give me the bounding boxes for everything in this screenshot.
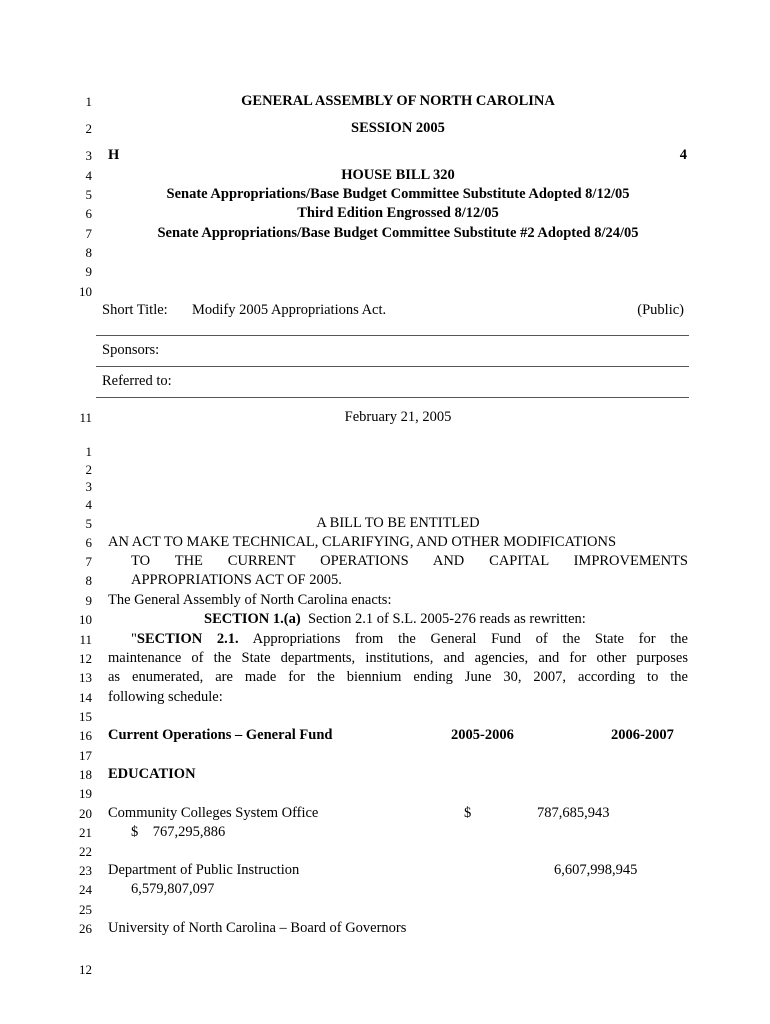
- row-value: $ 767,295,886: [131, 824, 226, 840]
- date: February 21, 2005: [344, 409, 452, 425]
- row-value: 787,685,943: [537, 805, 610, 821]
- line-number: 3: [85, 479, 92, 494]
- line-number: 4: [85, 168, 92, 183]
- column-header: 2005-2006: [451, 727, 514, 743]
- line-number: 13: [79, 670, 92, 685]
- line-number: 16: [79, 728, 92, 743]
- line-number: 11: [79, 410, 92, 425]
- section-2-1-text: Appropriations from the General Fund of the State for the: [252, 631, 688, 647]
- act-title-line: APPROPRIATIONS ACT OF 2005.: [131, 572, 342, 588]
- public-label: (Public): [637, 302, 684, 318]
- section-text-line: maintenance of the State departments, institutions, and agencies, and for other purposes: [108, 650, 688, 666]
- edition-number: 4: [679, 147, 687, 163]
- line-number: 23: [79, 863, 92, 878]
- line-number: 2: [85, 121, 92, 136]
- section-text-line: [131, 631, 688, 648]
- line-number: 18: [79, 767, 92, 782]
- line-number: 17: [79, 748, 92, 763]
- line-number: 8: [85, 573, 92, 588]
- line-number: 15: [79, 709, 92, 724]
- line-number: 21: [79, 825, 92, 840]
- line-number: 1: [85, 444, 92, 459]
- divider: [96, 366, 689, 367]
- line-number: 1: [85, 94, 92, 109]
- line-number: 19: [79, 786, 92, 801]
- section-text-line: as enumerated, are made for the biennium ending June 30, 2007, according to the: [108, 669, 688, 685]
- row-label: University of North Carolina – Board of Governors: [108, 920, 407, 936]
- short-title: Modify 2005 Appropriations Act.: [192, 302, 387, 318]
- row-label: Department of Public Instruction: [108, 862, 300, 878]
- section-2-1-label: SECTION 2.1.: [136, 631, 239, 647]
- act-title-line: AN ACT TO MAKE TECHNICAL, CLARIFYING, AND OTHER MODIFICATIONS: [108, 534, 617, 550]
- quote-mark: ": [131, 631, 137, 647]
- sponsors-label: Sponsors:: [102, 342, 160, 358]
- bill-number: HOUSE BILL 320: [341, 167, 455, 183]
- line-number: 9: [85, 593, 92, 608]
- line-number: 5: [85, 516, 92, 531]
- referred-label: Referred to:: [102, 373, 172, 389]
- row-label: Community Colleges System Office: [108, 805, 319, 821]
- assembly-title: GENERAL ASSEMBLY OF NORTH CAROLINA: [241, 93, 555, 109]
- line-number: 22: [79, 844, 92, 859]
- version-line: Senate Appropriations/Base Budget Committee Substitute Adopted 8/12/05: [166, 186, 630, 202]
- column-header: 2006-2007: [611, 727, 674, 743]
- line-number: 14: [79, 690, 92, 705]
- line-number: 2: [85, 462, 92, 477]
- line-number: 20: [79, 806, 92, 821]
- version-line: Senate Appropriations/Base Budget Committee Substitute #2 Adopted 8/24/05: [157, 225, 639, 241]
- line-number: 26: [79, 921, 92, 936]
- category-heading: EDUCATION: [108, 766, 196, 782]
- session-title: SESSION 2005: [351, 120, 445, 136]
- line-number: 24: [79, 882, 92, 897]
- enacting-clause: The General Assembly of North Carolina enacts:: [108, 592, 392, 608]
- row-value: 6,607,998,945: [554, 862, 638, 878]
- line-number: 6: [85, 535, 92, 550]
- line-number: 7: [85, 226, 92, 241]
- line-number: 11: [79, 632, 92, 647]
- line-number: 7: [85, 554, 92, 569]
- version-line: Third Edition Engrossed 8/12/05: [297, 205, 499, 221]
- page-number: 12: [79, 962, 92, 977]
- currency-sign: $: [464, 805, 472, 821]
- section-text: Section 2.1 of S.L. 2005-276 reads as rewritten:: [307, 611, 586, 627]
- line-number: 10: [79, 284, 92, 299]
- line-number: 4: [85, 497, 92, 512]
- line-number: 6: [85, 206, 92, 221]
- line-number: 5: [85, 187, 92, 202]
- line-number: 8: [85, 245, 92, 260]
- line-number: 10: [79, 612, 92, 627]
- line-number: 25: [79, 902, 92, 917]
- chamber-letter: H: [108, 147, 120, 163]
- short-title-label: Short Title:: [102, 302, 168, 318]
- bill-entitled: A BILL TO BE ENTITLED: [316, 515, 480, 531]
- row-value: 6,579,807,097: [131, 881, 215, 897]
- section-heading: [204, 611, 586, 628]
- act-title-line: TO THE CURRENT OPERATIONS AND CAPITAL IMPROVEMENTS: [131, 553, 688, 569]
- section-text-line: following schedule:: [108, 689, 223, 705]
- divider: [96, 397, 689, 398]
- line-number: 3: [85, 148, 92, 163]
- line-number: 12: [79, 651, 92, 666]
- table-heading: Current Operations – General Fund: [108, 727, 333, 743]
- line-number: 9: [85, 264, 92, 279]
- section-label: SECTION 1.(a): [204, 611, 301, 627]
- divider: [96, 335, 689, 336]
